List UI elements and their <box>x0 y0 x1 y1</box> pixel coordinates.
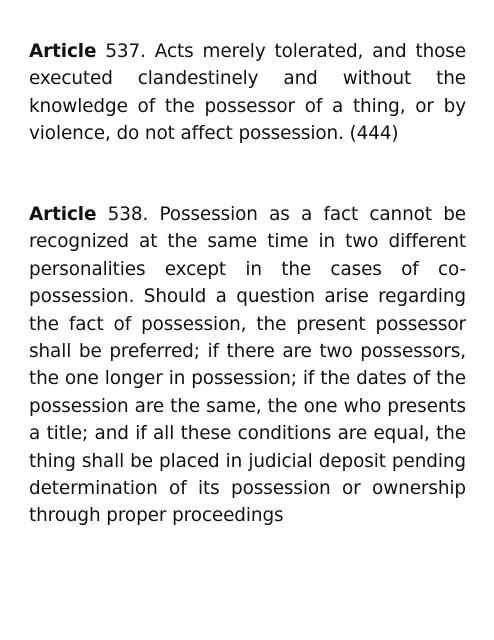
article-538-line-9: a title; and if all these conditions are equal, the <box>29 423 466 445</box>
article-537 <box>29 38 466 148</box>
article-537-label: Article <box>29 41 97 62</box>
article-538-line-6: shall be preferred; if there are two possessors, <box>29 341 466 363</box>
article-537-line-4: violence, do not affect possession. (444) <box>29 123 399 145</box>
article-538-line-2: recognized at the same time in two different <box>29 231 466 253</box>
article-538 <box>29 201 466 530</box>
article-538-line-11: determination of its possession or ownership <box>29 478 466 500</box>
article-538-line-5: the fact of possession, the present possessor <box>29 313 466 335</box>
article-537-line-1 <box>29 38 466 65</box>
article-538-line-10: thing shall be placed in judicial deposit pending <box>29 450 466 472</box>
article-538-label: Article <box>29 204 97 225</box>
article-538-line-1 <box>29 201 466 228</box>
article-537-line-3: knowledge of the possessor of a thing, or by <box>29 95 466 117</box>
article-538-line-3: personalities except in the cases of co- <box>29 258 466 280</box>
article-538-line-12: through proper proceedings <box>29 505 284 527</box>
article-538-line-4: possession. Should a question arise regarding <box>29 286 466 308</box>
article-538-line-7: the one longer in possession; if the dates of the <box>29 368 466 390</box>
article-538-line-8: possession are the same, the one who presents <box>29 395 466 417</box>
article-537-line-1-text: 537. Acts merely tolerated, and those <box>96 41 466 62</box>
article-537-line-2: executed clandestinely and without the <box>29 68 466 90</box>
article-538-line-1-text: 538. Possession as a fact cannot be <box>96 204 466 225</box>
